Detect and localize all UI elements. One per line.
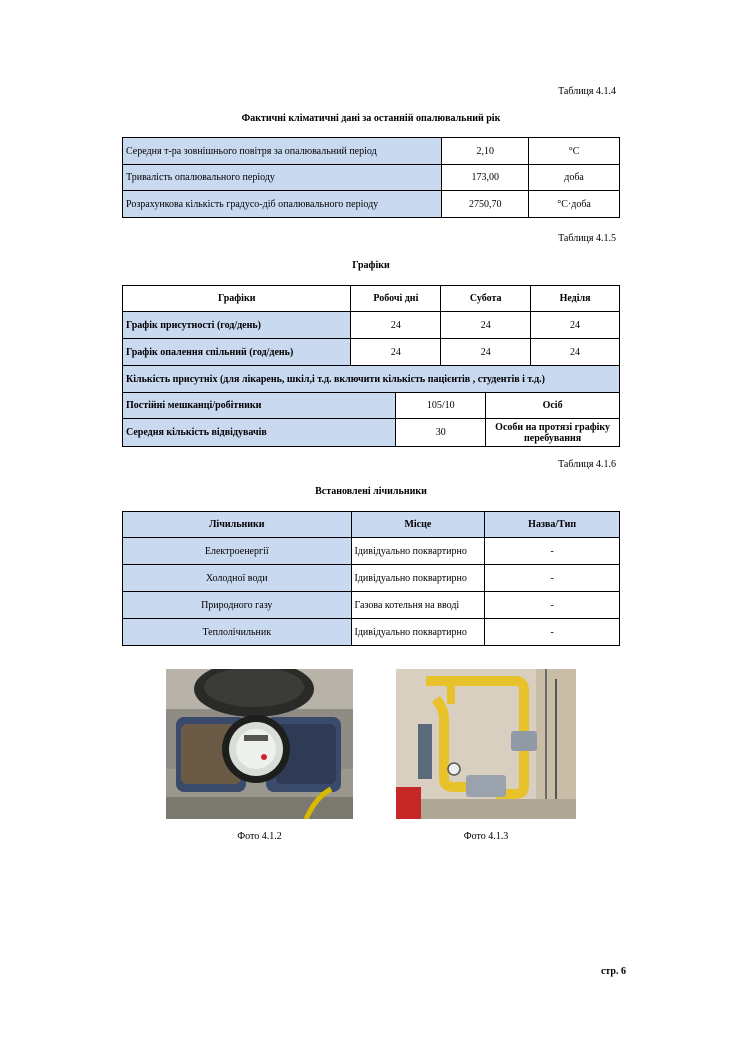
header-saturday: Субота xyxy=(441,286,531,312)
table2-caption: Таблиця 4.1.5 xyxy=(558,233,616,244)
meter-name: Електроенергії xyxy=(123,538,352,565)
climate-label: Розрахункова кількість градусо-діб опалювального періоду xyxy=(123,191,442,218)
table3-caption: Таблиця 4.1.6 xyxy=(558,459,616,470)
climate-unit: °С·доба xyxy=(529,191,620,218)
table-row xyxy=(123,339,620,366)
header-sunday: Неділя xyxy=(531,286,620,312)
schedule-label: Графік присутності (год/день) xyxy=(123,312,351,339)
climate-unit: доба xyxy=(529,165,620,191)
gas-meter-photo xyxy=(396,669,576,819)
table1-caption: Таблиця 4.1.4 xyxy=(558,86,616,97)
schedule-value: 24 xyxy=(441,339,531,366)
meter-name: Холодної води xyxy=(123,565,352,592)
meter-type: - xyxy=(485,565,620,592)
occupant-label: Постійні мешканці/робітники xyxy=(123,393,396,419)
schedule-value: 24 xyxy=(531,339,620,366)
table-row xyxy=(123,312,620,339)
meter-name: Теплолічильник xyxy=(123,619,352,646)
climate-label: Тривалість опалювального періоду xyxy=(123,165,442,191)
table1-title: Фактичні кліматичні дані за останній опалювальний рік xyxy=(241,113,501,124)
page-number: стр. 6 xyxy=(600,966,626,977)
meter-type: - xyxy=(485,538,620,565)
meter-place: Ідивідуально поквартирно xyxy=(351,538,485,565)
occupants-header: Кількість присутніх (для лікарень, шкіл,і т.д. включити кількість пацієнтів , студентів і т.д.) xyxy=(123,366,620,393)
table-row xyxy=(123,393,620,419)
table3-title: Встановлені лічильники xyxy=(315,486,427,497)
table-row xyxy=(123,565,620,592)
photo-caption: Фото 4.1.2 xyxy=(237,831,282,842)
table2-title: Графіки xyxy=(352,260,390,271)
schedule-value: 24 xyxy=(441,312,531,339)
header-workdays: Робочі дні xyxy=(351,286,441,312)
water-meter-photo xyxy=(166,669,353,819)
header-meters: Лічильники xyxy=(123,512,352,538)
climate-table xyxy=(122,137,620,218)
occupant-label: Середня кількість відвідувачів xyxy=(123,419,396,447)
schedule-value: 24 xyxy=(531,312,620,339)
table-row xyxy=(123,366,620,393)
meter-name: Природного газу xyxy=(123,592,352,619)
meter-type: - xyxy=(485,592,620,619)
meter-place: Ідивідуально поквартирно xyxy=(351,619,485,646)
table-header-row xyxy=(123,512,620,538)
meter-place: Газова котельня на вводі xyxy=(351,592,485,619)
climate-value: 173,00 xyxy=(442,165,529,191)
header-type: Назва/Тип xyxy=(485,512,620,538)
header-schedules: Графіки xyxy=(123,286,351,312)
meter-type: - xyxy=(485,619,620,646)
occupant-note: Осіб xyxy=(486,393,620,419)
table-row xyxy=(123,165,620,191)
schedule-label: Графік опалення спільний (год/день) xyxy=(123,339,351,366)
climate-unit: °С xyxy=(529,138,620,165)
header-place: Місце xyxy=(351,512,485,538)
occupant-value: 105/10 xyxy=(396,393,486,419)
climate-label: Середня т-ра зовнішнього повітря за опалювальний період xyxy=(123,138,442,165)
table-row xyxy=(123,592,620,619)
table-row xyxy=(123,538,620,565)
table-header-row xyxy=(123,286,620,312)
table-row xyxy=(123,138,620,165)
table-row xyxy=(123,619,620,646)
schedule-table xyxy=(122,285,620,447)
meters-table xyxy=(122,511,620,646)
table-row xyxy=(123,191,620,218)
table-row xyxy=(123,419,620,447)
photo-caption: Фото 4.1.3 xyxy=(463,831,509,842)
schedule-value: 24 xyxy=(351,339,441,366)
climate-value: 2,10 xyxy=(442,138,529,165)
meter-place: Ідивідуально поквартирно xyxy=(351,565,485,592)
occupant-note: Особи на протязі графіку перебування xyxy=(486,419,620,447)
occupant-value: 30 xyxy=(396,419,486,447)
climate-value: 2750,70 xyxy=(442,191,529,218)
schedule-value: 24 xyxy=(351,312,441,339)
